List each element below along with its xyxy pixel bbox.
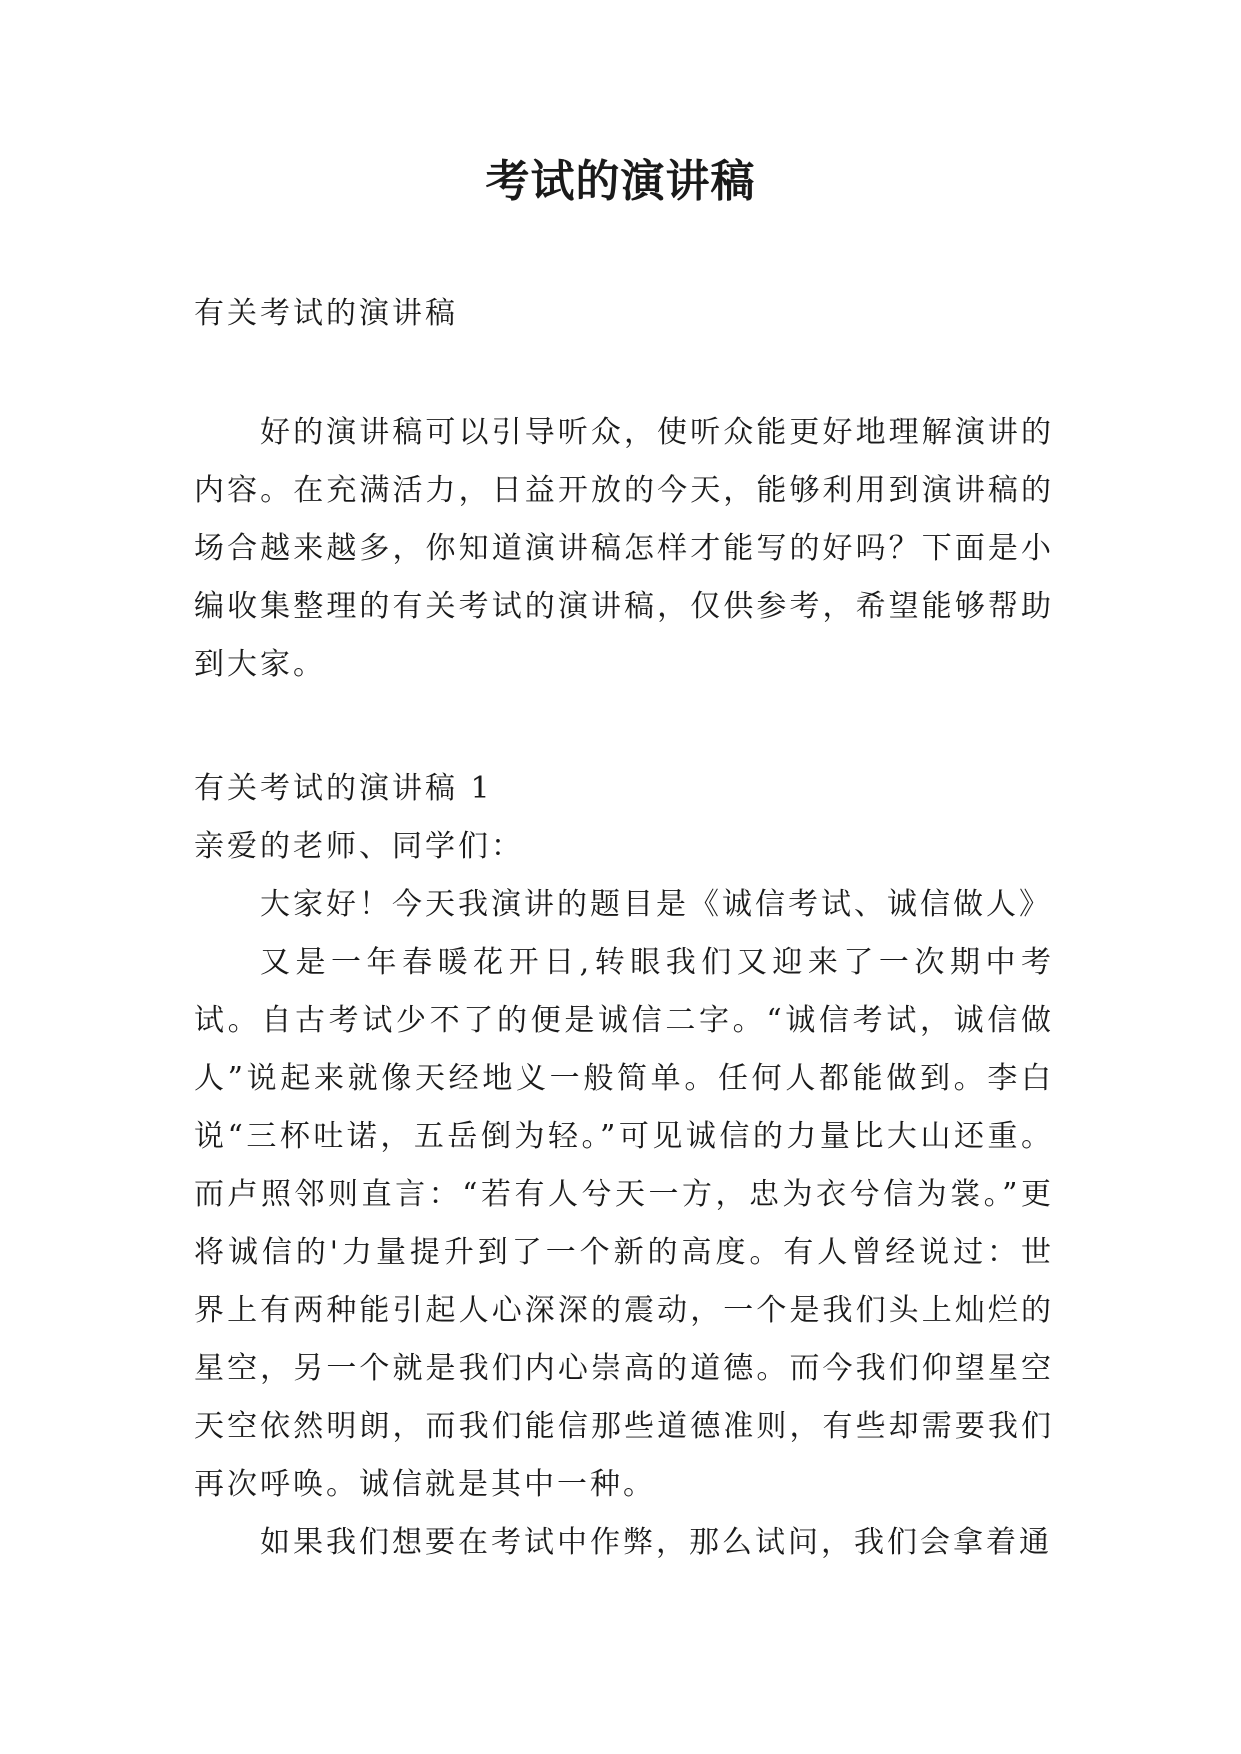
intro-block xyxy=(194,404,1054,694)
greeting-line: 大家好！今天我演讲的题目是《诚信考试、诚信做人》 xyxy=(260,887,1052,922)
document-title: 考试的演讲稿 xyxy=(485,156,756,207)
document-subtitle: 有关考试的演讲稿 xyxy=(194,296,458,331)
body-paragraph-2: 如果我们想要在考试中作弊，那么试问，我们会拿着通 xyxy=(260,1525,1052,1560)
salutation: 亲爱的老师、同学们： xyxy=(194,829,524,864)
intro-paragraph: 好的演讲稿可以引导听众，使听众能更好地理解演讲的内容。在充满活力，日益开放的今天，能够利用到演讲稿的场合越来越多，你知道演讲稿怎样才能写的好吗？下面是小编收集整理的有关考试的演讲稿，仅供参考，希望能够帮助到大家。 xyxy=(194,415,1054,682)
body-paragraph-1: 又是一年春暖花开日,转眼我们又迎来了一次期中考试。自古考试少不了的便是诚信二字。“诚信考试，诚信做人”说起来就像天经地义一般简单。任何人都能做到。李白说“三杯吐诺，五岳倒为轻。”可见诚信的力量比大山还重。而卢照邻则直言：“若有人兮天一方，忠为衣兮信为裳。”更将诚信的'力量提升到了一个新的高度。有人曾经说过：世界上有两种能引起人心深深的震动，一个是我们头上灿烂的星空，另一个就是我们内心崇高的道德。而今我们仰望星空天空依然明朗，而我们能信那些道德准则，有些却需要我们再次呼唤。诚信就是其中一种。 xyxy=(194,945,1054,1502)
section-heading: 有关考试的演讲稿 1 xyxy=(194,771,493,806)
speech-section xyxy=(194,760,1054,1572)
